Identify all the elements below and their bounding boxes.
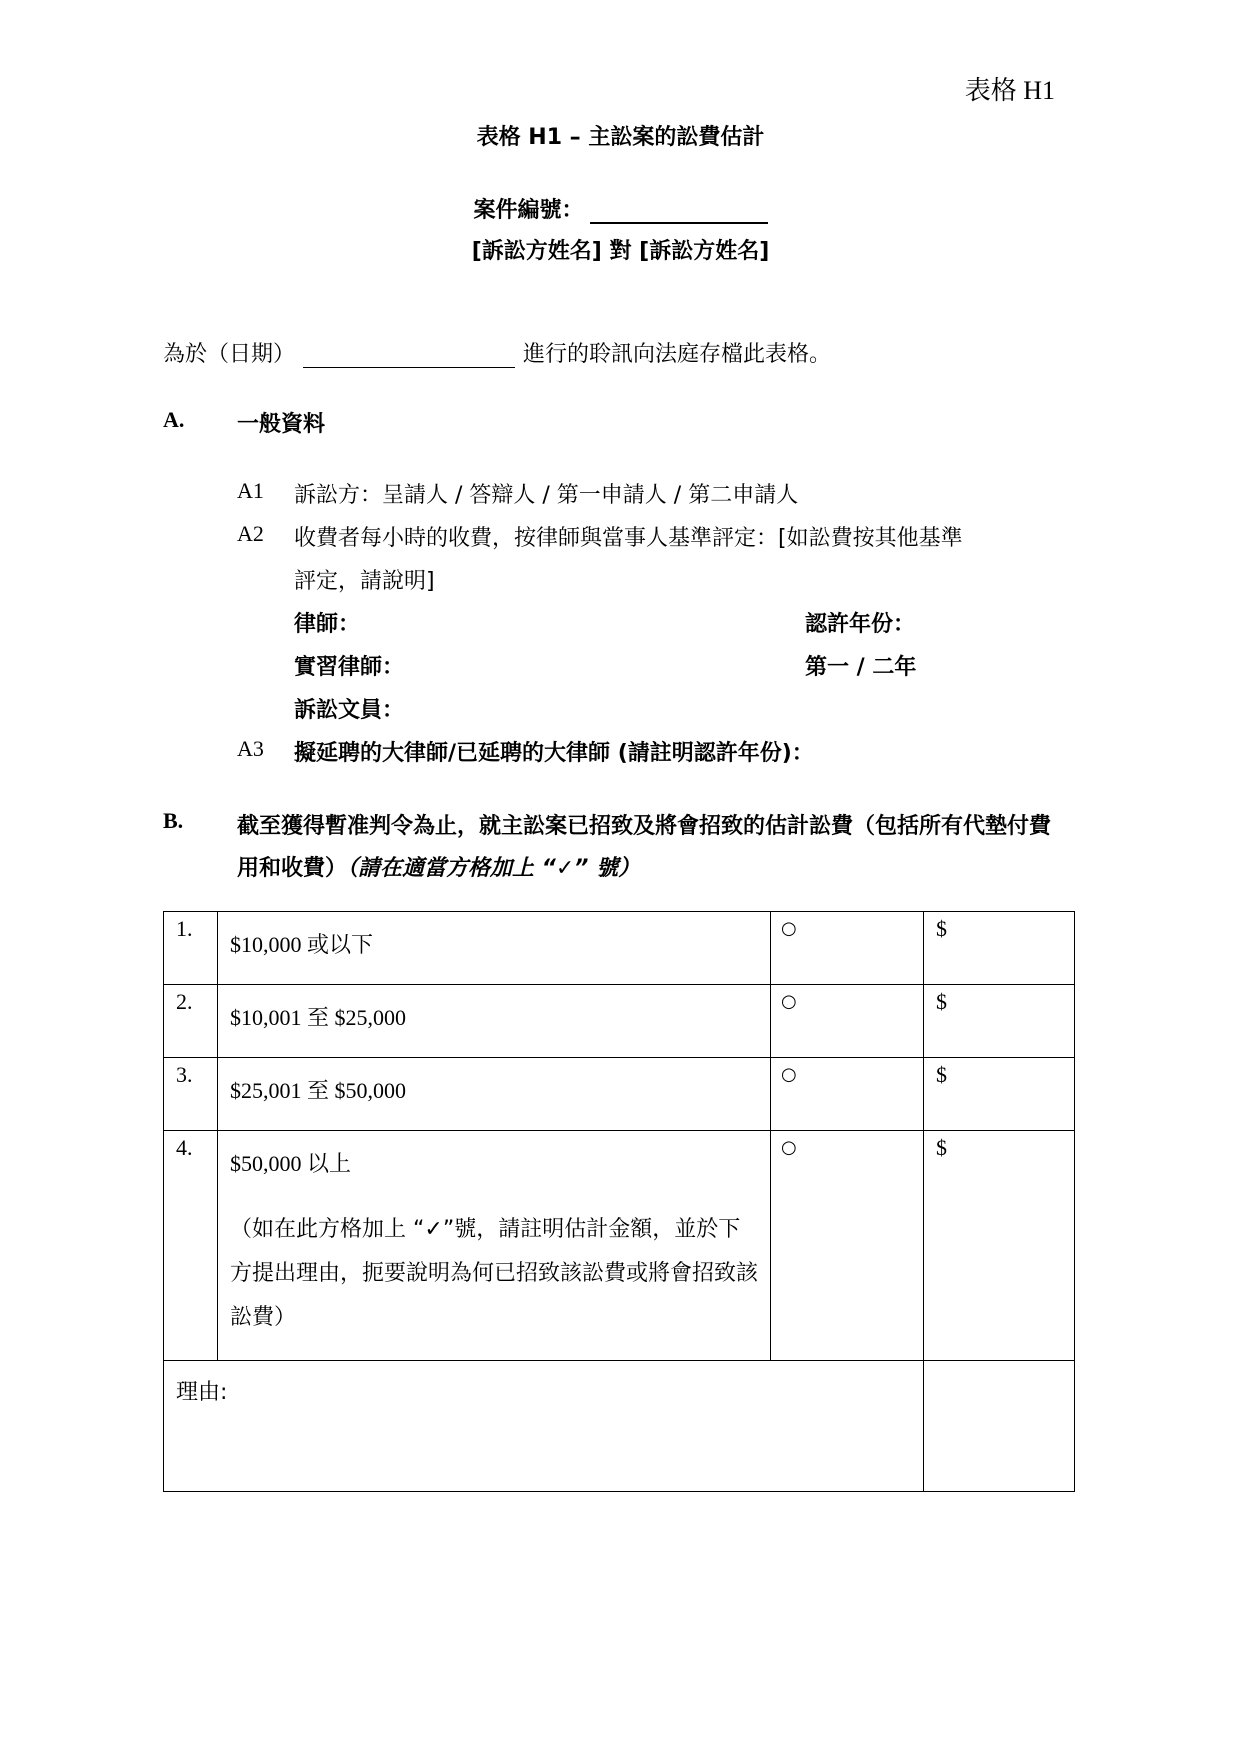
row-range: $10,001 至 $25,000	[218, 985, 771, 1058]
a1-text: 訴訟方：呈請人 / 答辯人 / 第一申請人 / 第二申請人	[294, 483, 799, 508]
form-label: 表格 H1	[964, 76, 1055, 105]
row-checkbox[interactable]: ○	[771, 1058, 924, 1131]
hearing-suffix: 進行的聆訊向法庭存檔此表格。	[523, 342, 832, 367]
case-number-line	[0, 193, 1241, 224]
a2-number: A2	[237, 521, 264, 546]
a2-text-line2: 評定，請說明]	[294, 569, 435, 594]
parties-line: [訴訟方姓名] 對 [訴訟方姓名]	[471, 239, 770, 264]
row-number: 4.	[164, 1131, 218, 1361]
reason-field[interactable]	[164, 1361, 924, 1492]
section-a-letter: A.	[163, 407, 185, 432]
row-range: $25,001 至 $50,000	[218, 1058, 771, 1131]
a3-text: 擬延聘的大律師/已延聘的大律師 (請註明認許年份)：	[294, 741, 814, 766]
admission-year-label: 認許年份：	[805, 612, 916, 637]
reason-row	[164, 1361, 1075, 1492]
reason-label: 理由:	[176, 1380, 228, 1405]
row-note: （如在此方格加上 “✓”號，請註明估計金額，並於下方提出理由，扼要說明為何已招致該訟費或將會招致該訟費）	[230, 1217, 759, 1330]
table-row	[164, 912, 1075, 985]
table-row	[164, 1058, 1075, 1131]
a2-text-line1: 收費者每小時的收費，按律師與當事人基準評定：[如訟費按其他基準	[294, 526, 963, 551]
estimate-table	[163, 911, 1075, 1492]
row-amount[interactable]: $	[924, 985, 1075, 1058]
section-b-letter: B.	[163, 808, 184, 833]
section-a-title: 一般資料	[237, 412, 326, 437]
row-range: $10,000 或以下	[218, 912, 771, 985]
row-amount[interactable]: $	[924, 1131, 1075, 1361]
a3-number: A3	[237, 736, 264, 761]
page-title: 表格 H1 – 主訟案的訟費估計	[476, 125, 765, 150]
clerk-label: 訴訟文員：	[294, 698, 405, 723]
trainee-label: 實習律師：	[294, 655, 405, 680]
case-number-label: 案件編號：	[473, 198, 584, 223]
solicitor-label: 律師：	[294, 612, 361, 637]
row-checkbox[interactable]: ○	[771, 985, 924, 1058]
table-row	[164, 985, 1075, 1058]
row-range	[218, 1131, 771, 1361]
section-b-main: 截至獲得暫准判令為止，就主訟案已招致及將會招致的估計訟費（包括所有代墊付費用和收費）	[237, 814, 1052, 881]
row-checkbox[interactable]: ○	[771, 912, 924, 985]
row-amount[interactable]: $	[924, 912, 1075, 985]
section-b-text	[237, 806, 1067, 890]
case-number-field[interactable]	[590, 200, 768, 224]
reason-side-cell	[924, 1361, 1075, 1492]
section-b-instruction: （請在適當方格加上 “✓” 號）	[347, 856, 641, 881]
row-checkbox[interactable]: ○	[771, 1131, 924, 1361]
row-range-text: $50,000 以上	[230, 1151, 352, 1176]
hearing-date-field[interactable]	[303, 345, 515, 368]
row-number: 1.	[164, 912, 218, 985]
a1-number: A1	[237, 478, 264, 503]
table-row	[164, 1131, 1075, 1361]
row-amount[interactable]: $	[924, 1058, 1075, 1131]
trainee-year: 第一 / 二年	[805, 655, 917, 680]
hearing-date-line	[163, 337, 831, 368]
row-number: 3.	[164, 1058, 218, 1131]
row-number: 2.	[164, 985, 218, 1058]
hearing-prefix: 為於（日期）	[163, 342, 296, 367]
